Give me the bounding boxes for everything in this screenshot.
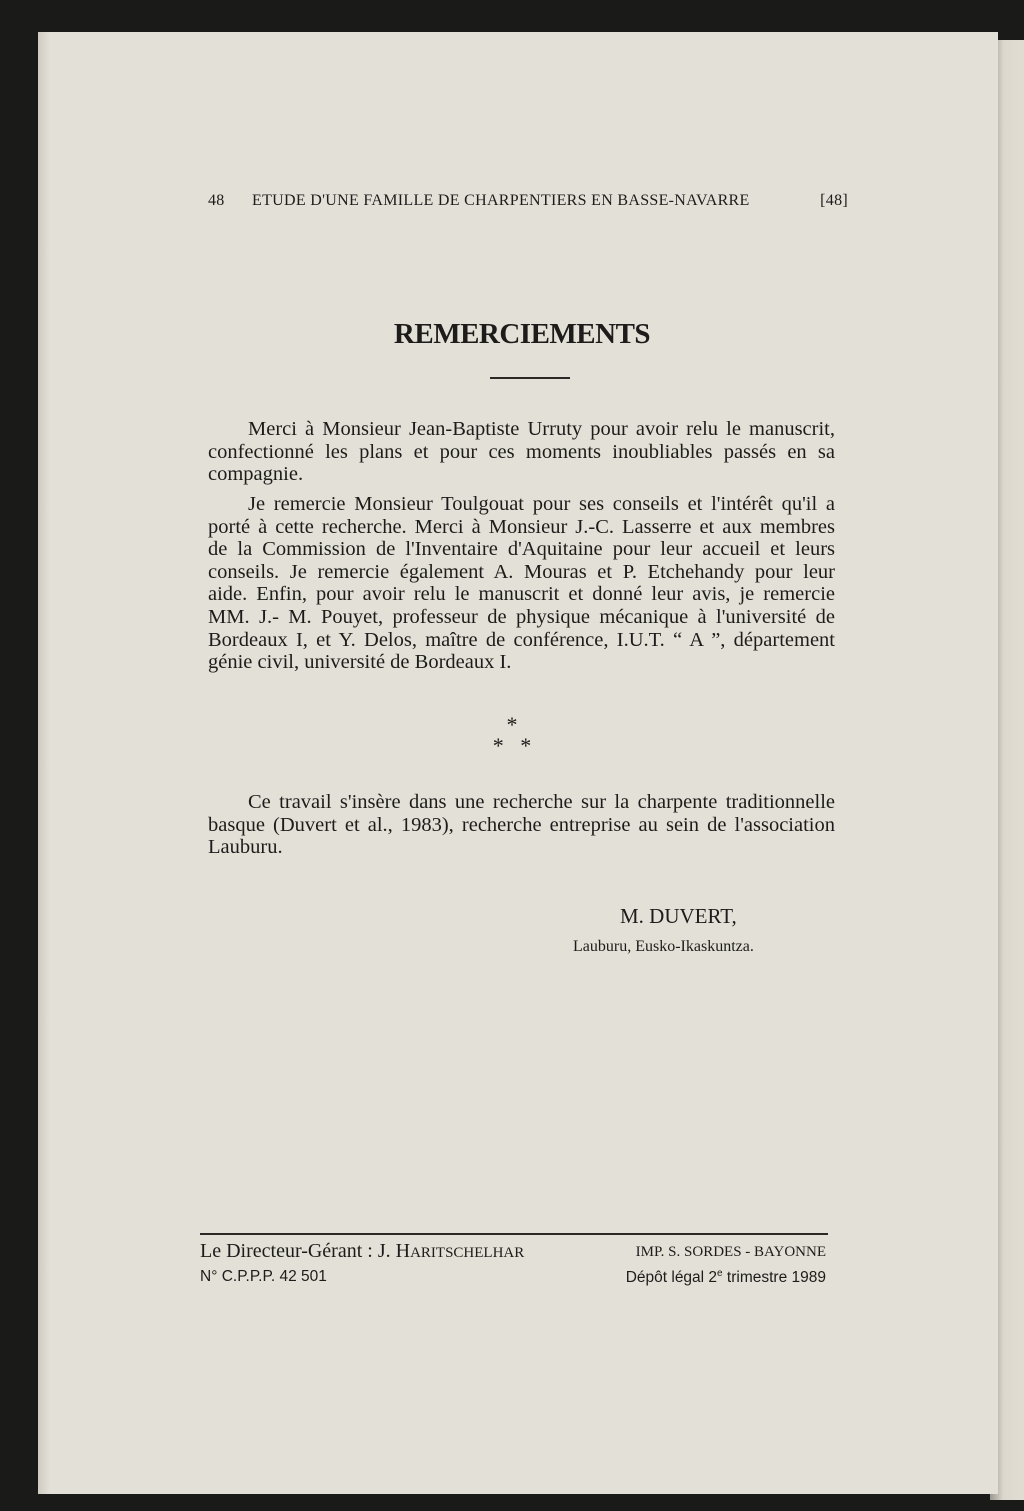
text-line: MM. J.- M. Pouyet, professeur de physique mécanique à l'université de <box>208 605 835 628</box>
text-line: Bordeaux I, et Y. Delos, maître de conférence, I.U.T. “ A ”, département <box>208 628 835 651</box>
depot-sup: e <box>717 1268 723 1279</box>
separator-star-top: * <box>506 712 518 737</box>
director-initial: H <box>395 1240 411 1262</box>
section-title: REMERCIEMENTS <box>393 318 651 350</box>
page-gutter <box>38 32 50 1494</box>
separator-stars-bottom: * * <box>492 733 532 758</box>
text-line: Ce travail s'insère dans une recherche sur la charpente traditionnelle <box>248 791 835 813</box>
depot-suffix: trimestre 1989 <box>722 1269 826 1287</box>
page-number: 48 <box>208 192 225 209</box>
running-header <box>208 192 848 210</box>
text-line: aide. Enfin, pour avoir relu le manuscrit et donné leur avis, je remercie <box>208 583 835 606</box>
text-line: génie civil, université de Bordeaux I. <box>208 651 512 674</box>
cppp-number: N° C.P.P.P. 42 501 <box>200 1268 327 1285</box>
text-line: basque (Duvert et al., 1983), recherche entreprise au sein de l'association <box>208 813 835 836</box>
text-line: Je remercie Monsieur Toulgouat pour ses conseils et l'intérêt qu'il a <box>248 493 835 515</box>
director-name: ARITSCHELHAR <box>410 1245 525 1261</box>
footer-rule <box>200 1233 828 1235</box>
paragraph-1 <box>208 418 835 486</box>
director-label: Le Directeur-Gérant : J. <box>200 1240 396 1262</box>
title-rule <box>490 377 570 379</box>
paragraph-3 <box>208 791 835 859</box>
text-line: confectionné les plans et pour ces moments inoubliables passés en sa <box>208 440 835 463</box>
depot-prefix: Dépôt légal 2 <box>625 1269 718 1287</box>
text-line: Merci à Monsieur Jean-Baptiste Urruty pour avoir relu le manuscrit, <box>248 418 835 440</box>
text-line: conseils. Je remercie également A. Mouras et P. Etchehandy pour leur <box>208 560 835 583</box>
page <box>38 32 998 1494</box>
paragraph-2 <box>208 493 835 674</box>
legal-deposit <box>626 1268 826 1287</box>
director-credit <box>200 1240 524 1263</box>
text-line: de la Commission de l'Inventaire d'Aquitaine pour leur accueil et leurs <box>208 538 835 561</box>
text-line: porté à cette recherche. Merci à Monsieur J.-C. Lasserre et aux membres <box>208 515 835 538</box>
page-ref: [48] <box>820 192 848 209</box>
signature-name: M. DUVERT, <box>620 904 737 928</box>
printer: IMP. S. SORDES - BAYONNE <box>635 1244 826 1260</box>
signature-affiliation: Lauburu, Eusko-Ikaskuntza. <box>573 938 754 955</box>
text-line: Lauburu. <box>208 836 283 859</box>
text-line: compagnie. <box>208 463 304 486</box>
running-title: ETUDE D'UNE FAMILLE DE CHARPENTIERS EN BASSE-NAVARRE <box>252 192 750 209</box>
